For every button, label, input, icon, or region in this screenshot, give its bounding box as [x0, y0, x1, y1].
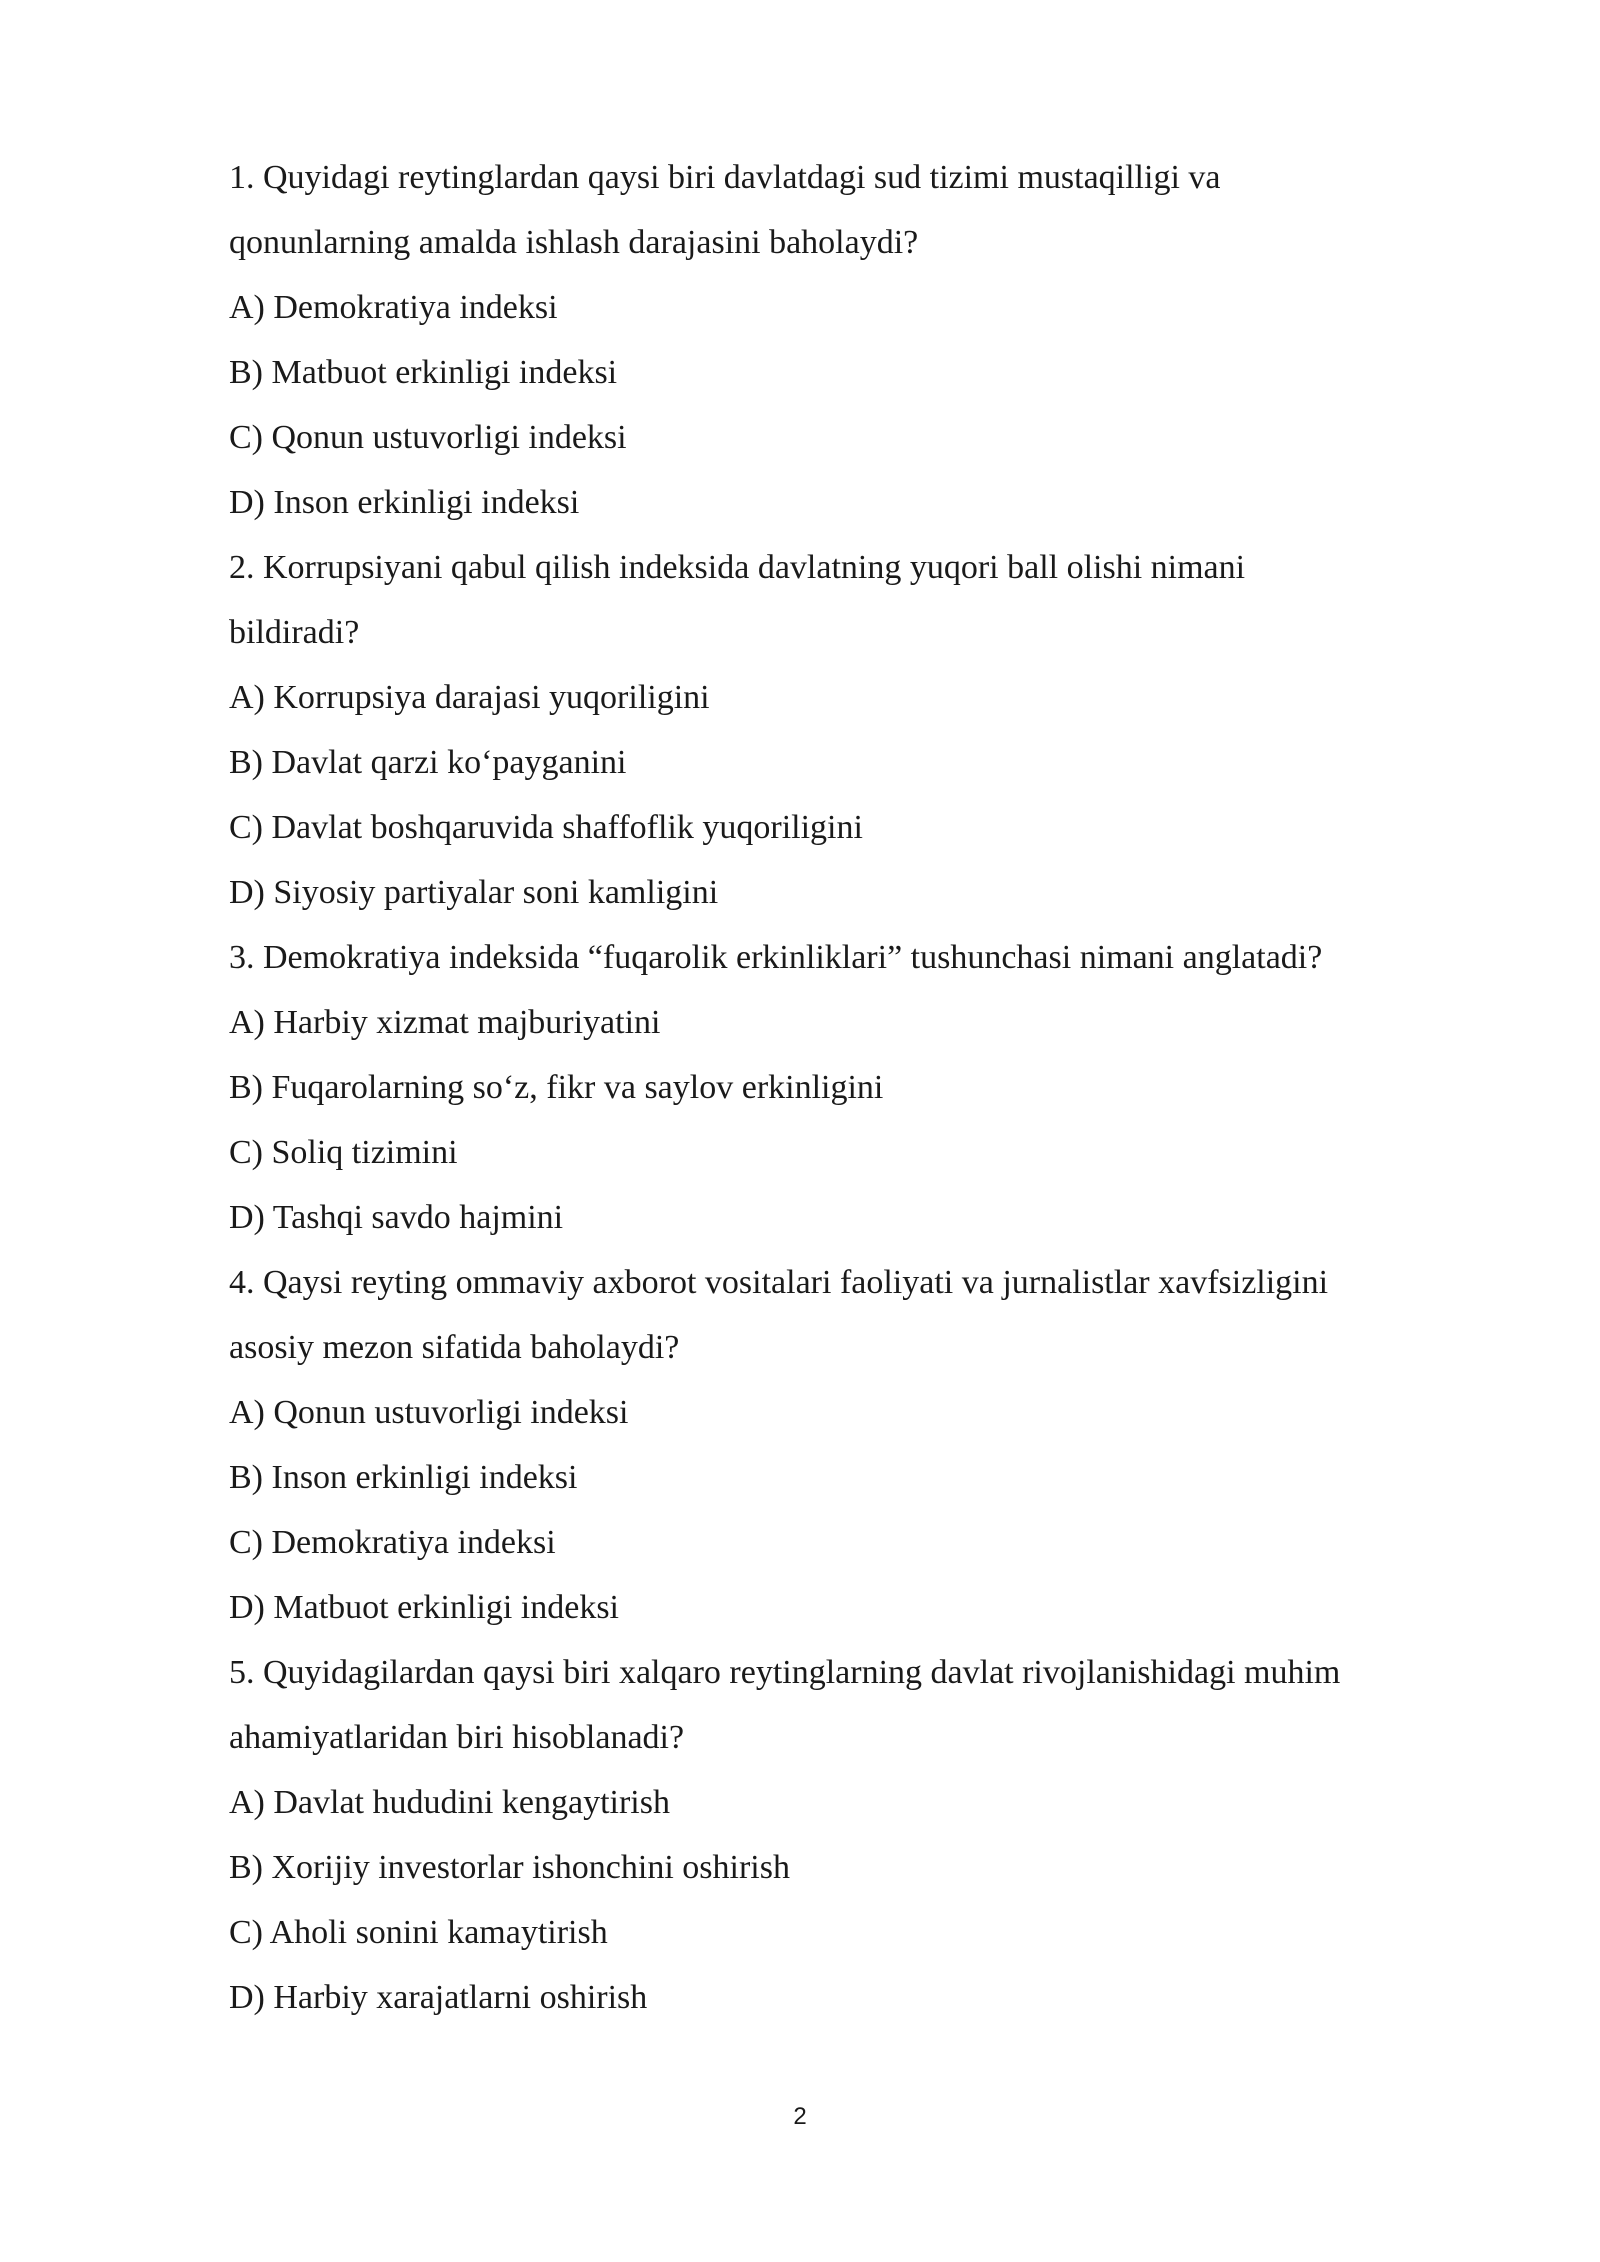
question-text-line: 3. Demokratiya indeksida “fuqarolik erkinliklari” tushunchasi nimani anglatadi? — [229, 939, 1323, 976]
answer-option: C) Aholi sonini kamaytirish — [229, 1914, 608, 1951]
answer-option: C) Davlat boshqaruvida shaffoflik yuqoriligini — [229, 809, 863, 846]
question-text-line: 4. Qaysi reyting ommaviy axborot vositalari faoliyati va jurnalistlar xavfsizligini — [229, 1264, 1329, 1301]
question-4 — [229, 1250, 1489, 1640]
answer-option: A) Harbiy xizmat majburiyatini — [229, 1004, 661, 1041]
answer-option: D) Inson erkinligi indeksi — [229, 484, 580, 521]
answer-option: A) Korrupsiya darajasi yuqoriligini — [229, 679, 710, 716]
question-text-line: qonunlarning amalda ishlash darajasini baholaydi? — [229, 224, 919, 261]
answer-option: B) Inson erkinligi indeksi — [229, 1459, 578, 1496]
answer-option: C) Soliq tizimini — [229, 1134, 458, 1171]
page-number: 2 — [793, 2103, 807, 2130]
question-text-line: 1. Quyidagi reytinglardan qaysi biri davlatdagi sud tizimi mustaqilligi va — [229, 159, 1221, 196]
quiz-content — [229, 145, 1489, 2030]
question-text-line: asosiy mezon sifatida baholaydi? — [229, 1329, 680, 1366]
answer-option: B) Matbuot erkinligi indeksi — [229, 354, 618, 391]
question-text-line: 2. Korrupsiyani qabul qilish indeksida davlatning yuqori ball olishi nimani — [229, 549, 1246, 586]
answer-option: B) Fuqarolarning so‘z, fikr va saylov erkinligini — [229, 1069, 884, 1106]
question-text-line: 5. Quyidagilardan qaysi biri xalqaro reytinglarning davlat rivojlanishidagi muhim — [229, 1654, 1341, 1691]
answer-option: D) Matbuot erkinligi indeksi — [229, 1589, 620, 1626]
answer-option: D) Siyosiy partiyalar soni kamligini — [229, 874, 719, 911]
question-5 — [229, 1640, 1489, 2030]
answer-option: C) Demokratiya indeksi — [229, 1524, 556, 1561]
question-2 — [229, 535, 1489, 925]
answer-option: A) Demokratiya indeksi — [229, 289, 558, 326]
answer-option: A) Qonun ustuvorligi indeksi — [229, 1394, 629, 1431]
question-text-line: bildiradi? — [229, 614, 360, 651]
question-text-line: ahamiyatlaridan biri hisoblanadi? — [229, 1719, 685, 1756]
question-1 — [229, 145, 1489, 535]
question-3 — [229, 925, 1489, 1250]
answer-option: A) Davlat hududini kengaytirish — [229, 1784, 670, 1821]
answer-option: D) Harbiy xarajatlarni oshirish — [229, 1979, 648, 2016]
answer-option: B) Xorijiy investorlar ishonchini oshirish — [229, 1849, 790, 1886]
answer-option: B) Davlat qarzi ko‘payganini — [229, 744, 627, 781]
answer-option: D) Tashqi savdo hajmini — [229, 1199, 564, 1236]
answer-option: C) Qonun ustuvorligi indeksi — [229, 419, 627, 456]
